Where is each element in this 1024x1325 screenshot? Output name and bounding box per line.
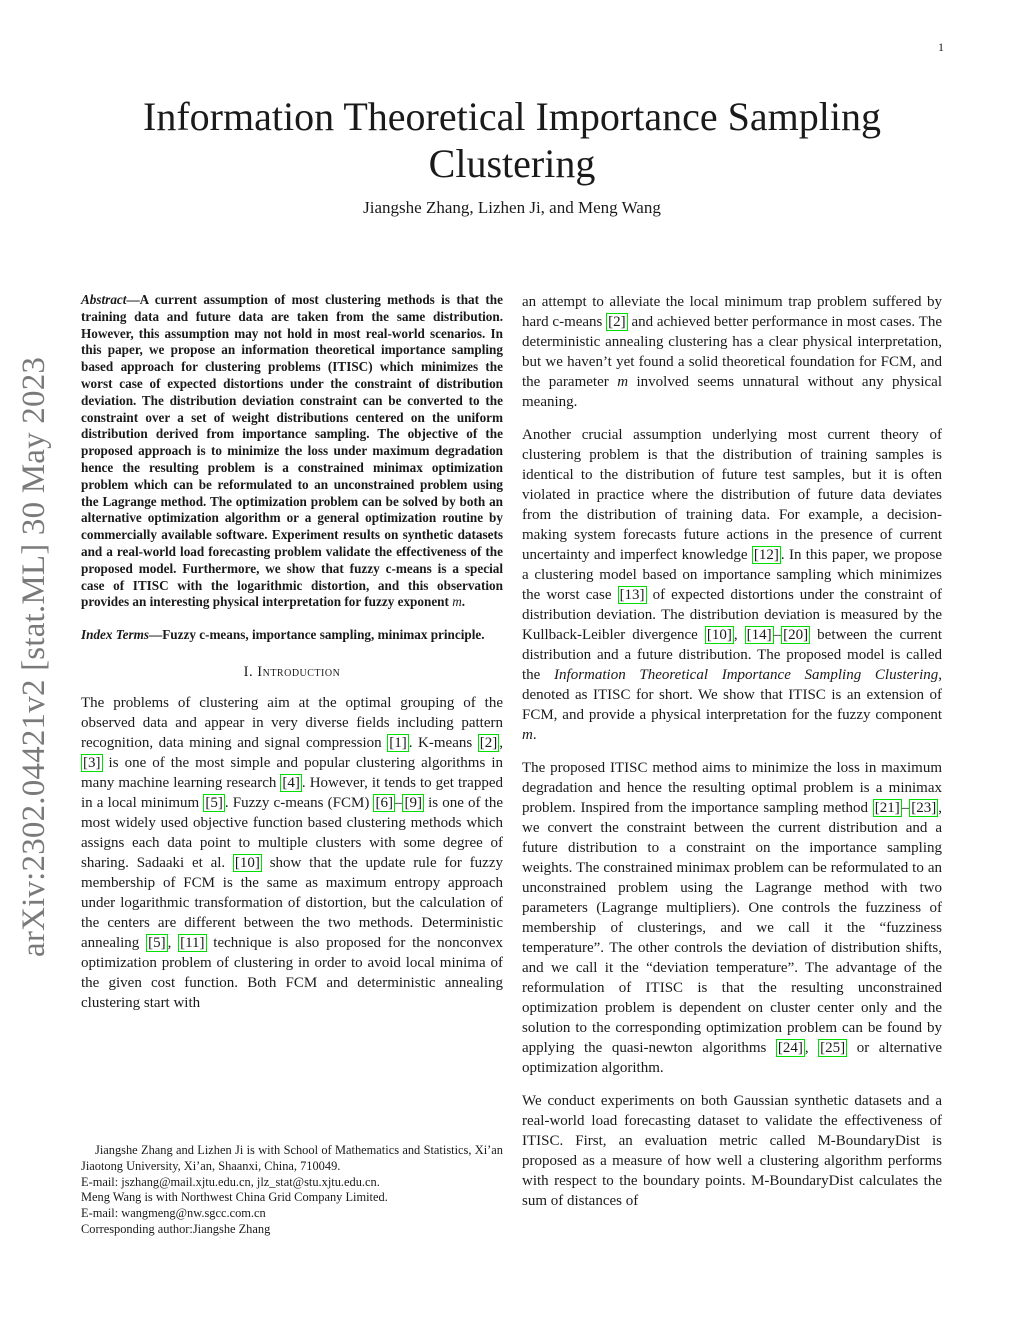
index-terms-label: Index Terms — [81, 627, 150, 643]
section-number: I. — [243, 663, 254, 680]
right-column — [522, 292, 942, 1224]
section-title: Introduction — [257, 663, 341, 680]
index-terms — [81, 627, 503, 644]
footnote-affiliation: Jiangshe Zhang and Lizhen Ji is with School of Mathematics and Statistics, Xi’an Jiaotong University, Xi’an, Shaanxi, China, 710049. — [81, 1143, 503, 1173]
intro-paragraph-1: The problems of clustering aim at the optimal grouping of the observed data and appear in very diverse fields including pattern recognition, data mining and signal compression [1] . K-means [2] , [3] is one of the most simple and popular clustering algorithms in many machine learning research [4] . However, it tends to get trapped in a local minimum [5] . Fuzzy c-means (FCM) [6] – [9] is one of the most widely used objective function based clustering methods which assigns each data point to multiple clusters with some degree of sharing. Sadaaki et al. [10] show that the update rule for fuzzy membership of FCM is the same as maximum entropy approach under logarithmic transformation of distortion, but the calculation of the centers are different between the two methods. Deterministic annealing [5] , [11] technique is also proposed for the nonconvex optimization problem of clustering in order to avoid local minima of the given cost function. Both FCM and deterministic annealing clustering start with — [81, 694, 504, 1011]
citation-link[interactable]: [2] — [608, 314, 626, 330]
left-column — [81, 292, 503, 1025]
citation-link[interactable]: [1] — [389, 734, 407, 751]
abstract-end: . — [461, 594, 466, 610]
citation-link[interactable]: [6] — [375, 794, 393, 811]
citation-link[interactable]: [12] — [753, 547, 779, 563]
citation-link[interactable]: [11] — [180, 934, 205, 951]
citation-link[interactable]: [10] — [234, 854, 260, 871]
index-terms-text: —Fuzzy c-means, importance sampling, minimax principle. — [149, 627, 485, 643]
citation-link[interactable]: [3] — [83, 754, 101, 771]
citation-link[interactable]: [4] — [282, 774, 300, 791]
right-paragraph-3: The proposed ITISC method aims to minimize the loss in maximum degradation and hence the resulting optimal problem is a minimax problem. Inspired from the importance sampling method [21] – [23] , we convert the constraint between the current distribution and a future distribution to a constraint on the importance sampling weights. The constrained minimax problem can be reformulated to an unconstrained problem using the Lagrange method with two parameters (Lagrange multipliers). One controls the fuzziness of membership of clusterings, and we call it the “fuzziness temperature”. The other controls the deviation of distribution shifts, and we call it the “deviation temperature”. The advantage of the reformulation of ITISC is that the resulting unconstrained optimization problem is dependent on cluster center only and the solution to the corresponding optimization problem can be found by applying the quasi-newton algorithms [24] , [25] or alternative optimization algorithm. — [522, 760, 943, 1076]
footnote-affiliation-2: Meng Wang is with Northwest China Grid Company Limited. — [81, 1190, 388, 1205]
citation-link[interactable]: [5] — [148, 934, 166, 951]
citation-link[interactable]: [14] — [746, 627, 772, 643]
citation-link[interactable]: [23] — [911, 800, 937, 816]
right-paragraph-2: Another crucial assumption underlying most current theory of clustering problem is that the distribution of training samples is identical to the distribution of future test samples, but it is often violated in practice where the distribution of future data deviates from the distribution of training data. For example, a decision-making system forecasts future actions in the presence of current uncertainty and imperfect knowledge [12] . In this paper, we propose a clustering model based on importance sampling which minimizes the worst case [13] of expected distortions under the constraint of distribution deviation. The distribution deviation is measured by the Kullback-Leibler divergence [10] , [14] – [20] between the current distribution and a future distribution. The proposed model is called the Information Theoretical Importance Sampling Clustering, denoted as ITISC for short. We show that ITISC is an extension of FCM, and provide a physical interpretation for the fuzzy component m. — [522, 427, 943, 743]
citation-link[interactable]: [10] — [706, 627, 732, 643]
symbol-m: m — [617, 374, 629, 390]
section-heading — [81, 664, 503, 681]
citation-link[interactable]: [25] — [820, 1040, 846, 1056]
footnote-email-1: E-mail: jszhang@mail.xjtu.edu.cn, jlz_stat@stu.xjtu.edu.cn. — [81, 1174, 380, 1189]
paper-title: Information Theoretical Importance Sampling Clustering — [143, 94, 881, 186]
footnote-corresponding: Corresponding author:Jiangshe Zhang — [81, 1221, 271, 1236]
paper-authors: Jiangshe Zhang, Lizhen Ji, and Meng Wang — [363, 198, 661, 217]
abstract — [81, 292, 503, 611]
symbol-m: m — [522, 727, 533, 743]
arxiv-stamp: arXiv:2302.04421v2 [stat.ML] 30 May 2023 — [16, 356, 52, 957]
citation-link[interactable]: [13] — [619, 587, 645, 603]
abstract-text: —A current assumption of most clustering methods is that the training data and future data are taken from the same distribution. However, this assumption may not hold in most real-world scenarios. In this paper, we propose an information theoretical importance sampling based approach for clustering problems (ITISC) which minimizes the worst case of expected distortions under the constraint of distribution deviation. The distribution deviation constraint can be converted to the constraint over a set of weight distributions centered on the uniform distribution derived from importance sampling. The objective of the proposed approach is to minimize the loss under maximum degradation hence the resulting problem is a constrained minimax optimization problem which can be reformulated to an unconstrained problem using the Lagrange method. The optimization problem can be solved by both an alternative optimization algorithm or a general optimization routine by commercially available software. Experiment results on synthetic datasets and a real-world load forecasting problem validate the effectiveness of the proposed model. Furthermore, we show that fuzzy c-means is a special case of ITISC with the logarithmic distortion, and this observation provides an interesting physical interpretation for fuzzy exponent — [81, 292, 503, 610]
citation-link[interactable]: [2] — [479, 734, 498, 751]
citation-link[interactable]: [24] — [777, 1040, 803, 1056]
citation-link[interactable]: [20] — [783, 627, 809, 643]
author-footnote — [81, 1143, 503, 1238]
model-name: Information Theoretical Importance Sampling Clustering — [554, 667, 939, 683]
page-number: 1 — [938, 40, 944, 54]
abstract-symbol: m — [452, 594, 462, 610]
citation-link[interactable]: [5] — [205, 794, 223, 811]
citation-link[interactable]: [21] — [874, 800, 900, 816]
right-paragraph-4: We conduct experiments on both Gaussian synthetic datasets and a real-world load forecasting dataset to validate the effectiveness of ITISC. First, an evaluation metric called M-BoundaryDist is proposed as a measure of how well a clustering algorithm performs with respect to the boundary points. M-BoundaryDist calculates the sum of distances of — [522, 1093, 942, 1209]
citation-link[interactable]: [9] — [404, 794, 422, 811]
abstract-label: Abstract — [81, 292, 127, 307]
footnote-email-2: E-mail: wangmeng@nw.sgcc.com.cn — [81, 1206, 266, 1221]
right-paragraph-1: an attempt to alleviate the local minimum trap problem suffered by hard c-means [2] and achieved better performance in most cases. The deterministic annealing clustering has a clear physical interpretation, but we haven’t yet found a solid theoretical foundation for FCM, and the parameter m involved seems unnatural without any physical meaning. — [522, 294, 943, 410]
